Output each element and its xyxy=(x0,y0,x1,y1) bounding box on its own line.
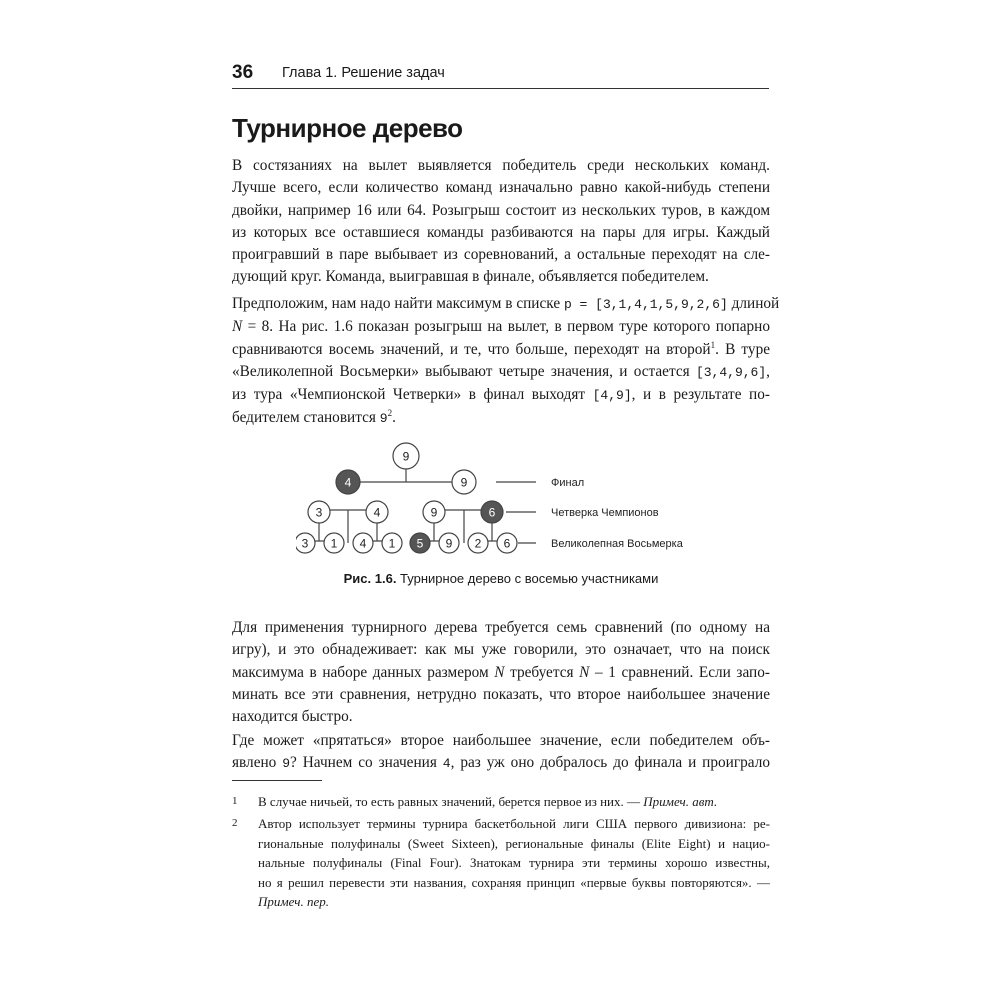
tree-lines xyxy=(305,456,536,543)
text-line: В состязаниях на вылет выявляется победитель среди нескольких команд. xyxy=(232,157,770,174)
text-line: игру), и это обнадеживает: как мы уже говорили, это означает, что на поиск xyxy=(232,641,770,659)
header-rule xyxy=(232,88,769,89)
paragraph-3 xyxy=(232,617,770,728)
node-semifinal-value: 9 xyxy=(460,475,468,490)
text-line: явлено 9? Начнем со значения 4, раз уж оно добралось до финала и проиграло xyxy=(232,754,770,772)
page-header xyxy=(232,60,769,90)
footnote-ref-2[interactable]: 2 xyxy=(387,408,393,419)
node-first-round-value: 9 xyxy=(445,536,453,551)
label-final: Финал xyxy=(551,477,585,489)
footnote-2 xyxy=(232,814,770,912)
text-line: находится быстро. xyxy=(232,708,353,726)
paragraph-2 xyxy=(232,293,780,431)
node-first-round-value: 4 xyxy=(359,536,367,551)
node-quarterfinal-value: 4 xyxy=(373,505,381,520)
node-semifinal-value: 4 xyxy=(344,475,352,490)
text-line: Предположим, нам надо найти максимум в списке p = [3,1,4,1,5,9,2,6] длиной xyxy=(232,295,780,312)
tournament-tree-figure xyxy=(296,437,716,567)
text-line: Для применения турнирного дерева требуется семь сравнений (по одному на xyxy=(232,619,770,636)
text-line: сравниваются восемь значений, и те, что больше, переходят на второй$^1$. В туре xyxy=(232,339,771,358)
node-first-round-value: 5 xyxy=(416,536,424,551)
node-first-round-value: 1 xyxy=(388,536,396,551)
text-line: но я решил перевести эти названия, сохраняя принцип «первые буквы повторяются». — xyxy=(258,874,770,890)
text-line: бедителем становится $9^2$. xyxy=(232,408,396,427)
label-elite-eight: Великолепная Восьмерка xyxy=(551,538,683,550)
node-final-value: 9 xyxy=(402,449,410,464)
text-line: Примеч. пер. xyxy=(258,894,330,909)
text-line: из тура «Чемпионской Четверки» в финал выходят [4,9], и в результате по- xyxy=(232,386,770,404)
text-line: дующий круг. Команда, выигравшая в финале, объявляется победителем. xyxy=(232,268,709,286)
text-line: Лучше всего, если количество команд изначально равно какой-нибудь степени xyxy=(232,179,770,197)
node-quarterfinal-value: 3 xyxy=(315,505,323,520)
node-first-round-value: 3 xyxy=(301,536,309,551)
text-line: Где может «прятаться» второе наибольшее значение, если победителем объ- xyxy=(232,732,770,749)
node-first-round-value: 1 xyxy=(330,536,338,551)
page-number: 36 xyxy=(232,62,254,83)
paragraph-4 xyxy=(232,730,770,776)
node-first-round-value: 2 xyxy=(474,536,482,551)
code-list: p = [3,1,4,1,5,9,2,6] xyxy=(563,297,728,312)
text-line: минать все эти сравнения, нетрудно показать, что второе наибольшее значение xyxy=(232,685,770,703)
paragraph-1 xyxy=(232,155,770,289)
text-line: проигравший в паре выбывает из соревнований, а остальные переходят на сле- xyxy=(232,246,770,264)
label-final-four: Четверка Чемпионов xyxy=(551,507,659,519)
node-quarterfinal-value: 6 xyxy=(488,505,496,520)
chapter-title: Глава 1. Решение задач xyxy=(282,65,445,81)
node-quarterfinal-value: 9 xyxy=(430,505,438,520)
footnote-rule xyxy=(232,780,322,781)
text-line: Автор использует термины турнира баскетбольной лиги США первого дивизиона: ре- xyxy=(258,816,770,831)
figure-caption: Рис. 1.6. Турнирное дерево с восемью участниками xyxy=(343,571,659,586)
footnote-mark: 2 xyxy=(232,817,238,829)
text-line: максимума в наборе данных размером N требуется N – 1 сравнений. Если запо- xyxy=(232,663,770,681)
footnote-ref-1[interactable]: 1 xyxy=(710,339,716,350)
footnote-mark: 1 xyxy=(232,795,238,807)
text-line: гиональные полуфиналы (Sweet Sixteen), региональные финалы (Elite Eight) и нацио- xyxy=(258,835,770,851)
text-line: N = 8. На рис. 1.6 показан розыгрыш на вылет, в первом туре которого попарно xyxy=(232,318,770,336)
text-line: «Великолепной Восьмерки» выбывают четыре значения, и остается [3,4,9,6], xyxy=(232,362,770,380)
node-first-round-value: 6 xyxy=(503,536,511,551)
footnote-1: 1 В случае ничьей, то есть равных значений, берется первое из них. — Примеч. авт. xyxy=(232,792,770,812)
section-title: Турнирное дерево xyxy=(232,113,463,143)
text-line: из которых все оставшиеся команды разбиваются на пары для игры. Каждый xyxy=(232,223,770,241)
text-line: нальные полуфиналы (Final Four). Знатокам турнира эти термины хорошо известны, xyxy=(258,855,770,870)
text-line: двойки, например 16 или 64. Розыгрыш состоит из нескольких туров, в каждом xyxy=(232,201,770,219)
